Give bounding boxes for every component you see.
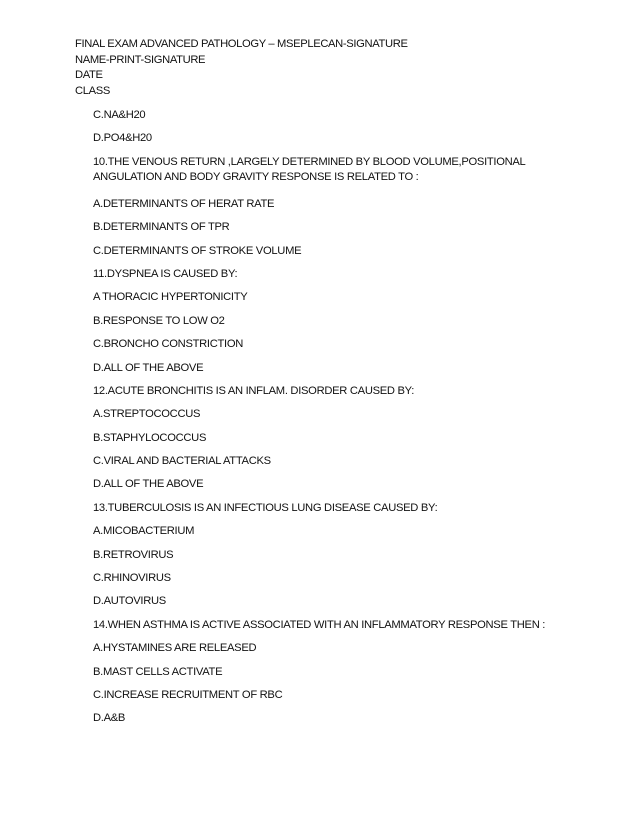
answer-option: B.DETERMINANTS OF TPR — [93, 221, 230, 234]
exam-body — [93, 104, 563, 731]
exam-title: FINAL EXAM ADVANCED PATHOLOGY – MSEPLECAN-SIGNATURE — [75, 38, 408, 50]
answer-option: A.MICOBACTERIUM — [93, 525, 195, 538]
answer-option: B.MAST CELLS ACTIVATE — [93, 665, 223, 678]
answer-option: D.ALL OF THE ABOVE — [93, 361, 204, 374]
answer-option: C.DETERMINANTS OF STROKE VOLUME — [93, 244, 302, 257]
answer-option: C.NA&H20 — [93, 109, 146, 121]
question-12: 12.ACUTE BRONCHITIS IS AN INFLAM. DISORDER CAUSED BY: — [93, 384, 415, 397]
answer-option: C.VIRAL AND BACTERIAL ATTACKS — [93, 455, 271, 468]
answer-option: B.RETROVIRUS — [93, 548, 174, 561]
answer-option: D.ALL OF THE ABOVE — [93, 478, 204, 491]
date-line: DATE — [75, 69, 103, 81]
exam-header — [75, 37, 408, 99]
answer-option: D.A&B — [93, 712, 126, 725]
answer-option: A THORACIC HYPERTONICITY — [93, 291, 248, 304]
question-14: 14.WHEN ASTHMA IS ACTIVE ASSOCIATED WITH AN INFLAMMATORY RESPONSE THEN : — [93, 618, 546, 631]
class-line: CLASS — [75, 84, 110, 97]
answer-option: A.DETERMINANTS OF HERAT RATE — [93, 197, 275, 210]
answer-option: B.RESPONSE TO LOW O2 — [93, 314, 225, 327]
name-line: NAME-PRINT-SIGNATURE — [75, 53, 206, 66]
answer-option: C.BRONCHO CONSTRICTION — [93, 338, 244, 351]
answer-option: A.STREPTOCOCCUS — [93, 408, 201, 421]
answer-option: C.INCREASE RECRUITMENT OF RBC — [93, 688, 283, 701]
answer-option: C.RHINOVIRUS — [93, 572, 171, 585]
question-10: 10.THE VENOUS RETURN ,LARGELY DETERMINED BY BLOOD VOLUME,POSITIONAL ANGULATION AND BODY GRAVITY RESPONSE IS RELATED TO : — [93, 155, 526, 183]
question-13: 13.TUBERCULOSIS IS AN INFECTIOUS LUNG DISEASE CAUSED BY: — [93, 501, 438, 514]
answer-option: B.STAPHYLOCOCCUS — [93, 431, 207, 444]
question-11: 11.DYSPNEA IS CAUSED BY: — [93, 267, 238, 280]
answer-option: A.HYSTAMINES ARE RELEASED — [93, 642, 257, 655]
answer-option: D.PO4&H20 — [93, 132, 152, 145]
answer-option: D.AUTOVIRUS — [93, 595, 166, 608]
